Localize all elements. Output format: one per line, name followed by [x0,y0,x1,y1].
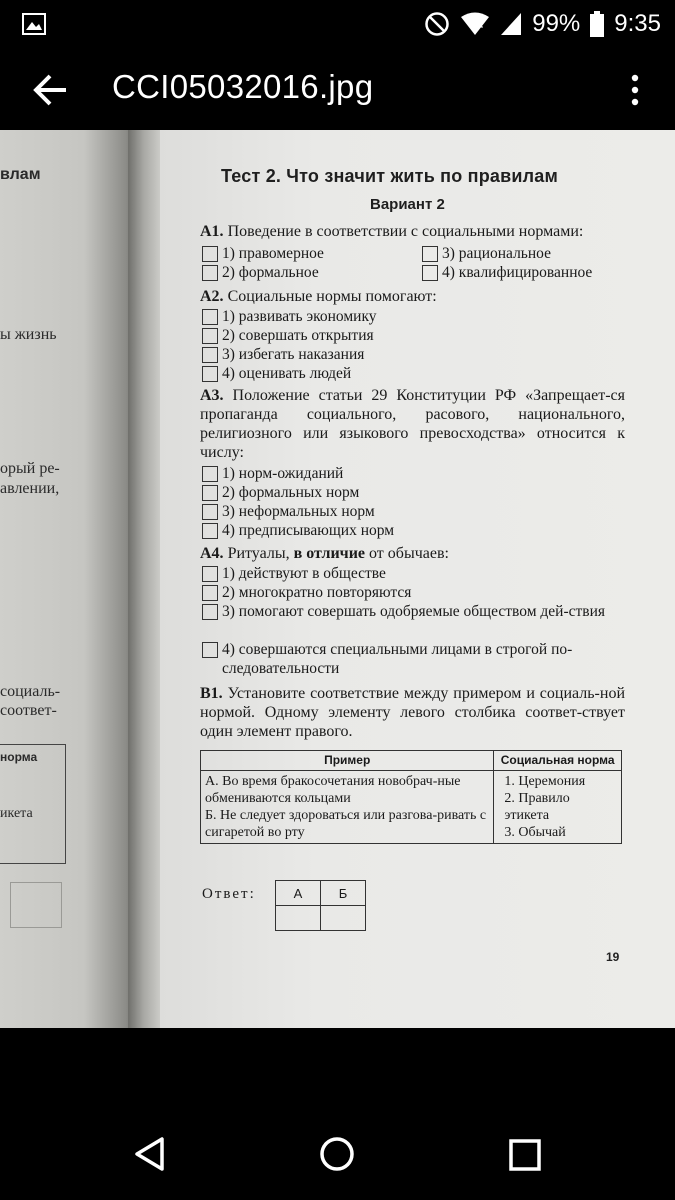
norm-3: 3. Обычай [504,825,566,840]
recents-nav-icon[interactable] [508,1138,542,1172]
do-not-disturb-icon [424,11,450,37]
question-number: А3. [200,387,224,404]
app-bar [0,48,675,130]
question-text: Поведение в соответствии с социальными нормами: [227,223,584,240]
question-number: В1. [200,685,223,702]
option-label: 3) помогают совершать одобряемые обществом дей-ствия [222,603,605,620]
status-bar [0,0,675,48]
question-number: А2. [200,288,224,305]
back-arrow-icon[interactable] [30,70,70,110]
answer-cell-a[interactable] [276,906,321,931]
variant-title: Вариант 2 [370,196,445,213]
left-box-fragment [10,882,62,928]
answer-col-b: Б [321,881,366,906]
book-page [160,130,675,1028]
left-fragment: социаль- [0,683,61,700]
option-label: 3) неформальных норм [222,503,375,520]
a3-option-2[interactable] [202,483,359,502]
image-notification-icon [22,13,46,35]
question-text-start: Ритуалы, [227,545,290,562]
option-label: 2) формальное [222,264,319,281]
battery-percent: 99% [532,10,581,37]
question-a2 [200,287,625,306]
question-text: Установите соответствие между примером и социаль-ной нормой. Одному элементу левого столбика соответ-ствует один элемент правого. [200,685,626,740]
left-fragment: норма [0,750,38,764]
option-label: 4) квалифицированное [442,264,593,281]
a4-option-1[interactable] [202,564,386,583]
wifi-icon [460,12,490,36]
a3-option-4[interactable] [202,521,394,540]
option-label: 1) норм-ожиданий [222,465,344,482]
option-label: 2) формальных норм [222,484,360,501]
a1-option-2[interactable] [202,263,319,282]
checkbox[interactable] [202,485,218,501]
norm-1: 1. Церемония [504,774,586,789]
left-page-fragment [0,130,140,1028]
answer-table [275,880,366,931]
status-indicators [424,0,661,48]
checkbox[interactable] [202,265,218,281]
battery-icon [590,11,604,37]
question-text: Положение статьи 29 Конституции РФ «Запрещает-ся пропаганда социального, расового, национального, религиозного или языкового превосходства» относится к числу: [200,387,625,461]
checkbox[interactable] [202,642,218,658]
a3-option-3[interactable] [202,502,375,521]
checkbox[interactable] [202,347,218,363]
more-options-icon[interactable] [625,70,645,110]
option-label: 1) развивать экономику [222,308,377,325]
a1-option-4[interactable] [422,263,592,282]
option-label: 1) действуют в обществе [222,565,386,582]
option-label: 2) многократно повторяются [222,584,412,601]
page-number: 19 [606,950,620,964]
question-a3 [200,386,625,462]
checkbox[interactable] [202,504,218,520]
checkbox[interactable] [202,246,218,262]
matching-table [200,750,622,844]
left-fragment: орый ре- [0,460,60,477]
option-label: 3) рациональное [442,245,551,262]
question-b1 [200,684,625,741]
header-example: Пример [201,751,494,771]
examples-cell [201,771,494,844]
checkbox[interactable] [202,585,218,601]
checkbox[interactable] [202,309,218,325]
file-title: CCI05032016.jpg [112,68,374,105]
checkbox[interactable] [202,523,218,539]
image-viewer[interactable] [0,130,675,1028]
a3-option-1[interactable] [202,464,343,483]
navigation-bar [0,1100,675,1200]
question-number: А4. [200,545,224,562]
answer-cell-b[interactable] [321,906,366,931]
checkbox[interactable] [202,328,218,344]
option-label: 4) совершаются специальными лицами в строгой по-следовательности [222,641,573,677]
checkbox[interactable] [422,246,438,262]
page-title: Тест 2. Что значит жить по правилам [221,166,558,186]
question-text-bold: в отличие [293,545,366,562]
norm-2: 2. Правило этикета [504,791,570,823]
a4-option-4[interactable] [202,640,622,678]
a1-option-1[interactable] [202,244,324,263]
a2-option-1[interactable] [202,307,377,326]
checkbox[interactable] [422,265,438,281]
a1-option-3[interactable] [422,244,551,263]
checkbox[interactable] [202,366,218,382]
a2-option-3[interactable] [202,345,364,364]
a2-option-2[interactable] [202,326,374,345]
checkbox[interactable] [202,604,218,620]
option-label: 3) избегать наказания [222,346,365,363]
question-a1 [200,222,625,241]
signal-icon [500,12,522,36]
checkbox[interactable] [202,466,218,482]
a4-option-3[interactable] [202,602,622,621]
question-text: Социальные нормы помогают: [227,288,437,305]
answer-label: Ответ: [202,886,256,902]
a4-option-2[interactable] [202,583,411,602]
header-norm: Социальная норма [494,751,622,771]
question-a4 [200,544,625,563]
example-b: Б. Не следует здороваться или разгова-ривать с сигаретой во рту [205,808,487,840]
option-label: 4) оценивать людей [222,365,352,382]
option-label: 4) предписывающих норм [222,522,395,539]
home-nav-icon[interactable] [318,1135,356,1173]
question-number: А1. [200,223,224,240]
answer-col-a: А [276,881,321,906]
option-label: 2) совершать открытия [222,327,374,344]
clock: 9:35 [614,10,661,37]
checkbox[interactable] [202,566,218,582]
left-fragment: влам [0,166,41,183]
left-fragment: соответ- [0,702,57,719]
example-a: А. Во время бракосочетания новобрач-ные обмениваются кольцами [205,774,461,806]
option-label: 1) правомерное [222,245,324,262]
question-text-end: от обычаев: [369,545,449,562]
a2-option-4[interactable] [202,364,351,383]
left-fragment: ы жизнь [0,326,57,343]
left-fragment: авлении, [0,480,60,497]
norms-cell [494,771,622,844]
back-nav-icon[interactable] [132,1136,168,1172]
left-fragment: икета [0,806,33,821]
